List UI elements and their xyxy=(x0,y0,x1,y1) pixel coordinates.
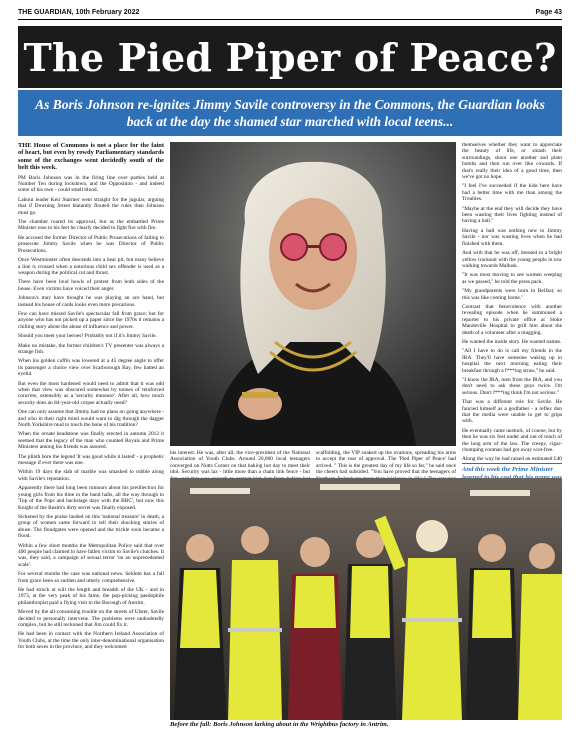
article-paragraph: Labour leader Keir Starmer went straight for the jugular, arguing that if Downing Street blatantly flouted the rules then Johnson must go. xyxy=(18,196,164,216)
column-4-body xyxy=(462,142,562,462)
article-paragraph: "It was most moving to see women weeping as we passed," he told the press pack. xyxy=(462,272,562,285)
column-2-text: his interest. He was, after all, the vice-president of the National Association of Youth Clubs. Around 20,000 local teenagers converged on Nutts Corner on that baking hot day to meet their idol. Security was lax - little more than a chain link fence - but xyxy=(170,450,310,476)
article-paragraph: Should you meet your heroes? Probably not if it's Jimmy Savile. xyxy=(18,333,157,340)
standfirst: As Boris Johnson re-ignites Jimmy Savile controversy in the Commons, the Guardian looks back at the day the shamed star marched with local teens... xyxy=(35,97,545,129)
article-paragraph: He accused the former Director of Public Prosecutions of failing to prosecute Jimmy Savile when he was Director of Public Prosecutions. xyxy=(18,234,164,254)
standfirst-band xyxy=(18,90,562,136)
page-number: Page 43 xyxy=(535,8,562,16)
article-paragraph: Along the way he had raised an estimated £40 xyxy=(462,456,562,462)
publication-date: THE GUARDIAN, 10th February 2022 xyxy=(18,8,140,16)
article-paragraph: "Maybe at the end they will decide they have been wasting their lives fighting instead of having a ball." xyxy=(462,205,562,225)
article-paragraph: PM Boris Johnson was in the firing line over parties held at Number Ten during lockdown, and the Opposition - and indeed some of his own - could smell blood. xyxy=(18,174,164,194)
article-column-4 xyxy=(462,142,562,462)
article-paragraph: And with that he was off, dressed in a bright yellow tracksuit with the young people in tow walking towards Mallusk. xyxy=(462,250,562,269)
article-paragraph: Within a few short months the Metropolitan Police said that over 400 people had claimed to have fallen victim to Savile's clutches. It was, they said, a campaign of sexual terror 'on an unprecedented scale'. xyxy=(18,542,164,568)
article-paragraph: The plinth bore the legend 'It was good while it lasted' - a prophetic message if ever there was one. xyxy=(18,453,164,467)
headline: The Pied Piper of Peace? xyxy=(23,34,557,80)
article-paragraph: When his golden coffin was lowered at a 45 degree angle to offer its passenger a choice view over Scarborough Bay, few batted an eyelid. xyxy=(18,358,164,378)
headline-band xyxy=(18,26,562,88)
article-paragraph: He eventually came unstuck, of course, but by then he was six feet under and out of reach of the long arm of the law. The creepy, cigar-chomping conman had got away scot-free. xyxy=(462,427,562,454)
masthead-rule xyxy=(18,19,562,20)
article-paragraph: Contrast that benevolence with another revealing episode when he summoned a reporter to his private office at Stoke Mandeville Hospital to grill him about the death of a volunteer after a mugging. xyxy=(462,303,562,336)
article-paragraph: But even the most hardened would need to admit that it was odd when that view was obscured somewhat by tonnes of reinforced concrete, ostensibly as a 'security measure'. After all, how much security does an 84-year-old corpse actually need? xyxy=(18,380,164,406)
article-column-1 xyxy=(18,142,164,728)
masthead xyxy=(18,6,562,18)
article-paragraph: He had struck at will the length and breadth of the UK - and in 1973, at the very peak of his fame, the pop-picking paedophile philanthropist paid a flying visit to the Borough of Antrim. xyxy=(18,586,164,606)
article-paragraph: Few can have missed Savile's spectacular fall from grace; but for anyone who has not picked up a paper since the 1970s it remains a chilling story about the abuse of influence and power. xyxy=(18,310,164,330)
article-paragraph: "I know the IRA, men from the IRA, and you don't need to ask these guys twice. I'm serious. Don't f***ing think I'm not serious." xyxy=(462,377,562,396)
article-paragraph: "I feel I've succeeded if the kids here have had a better time with me than among the Troubles. xyxy=(462,183,562,203)
article-paragraph: He wanted the inside story. He wanted names. xyxy=(462,338,562,345)
savile-portrait-illustration xyxy=(170,142,456,446)
column-1-body xyxy=(18,175,164,651)
photo-caption: Before the fall: Boris Johnson larking about in the Wrightbus factory in Antrim. xyxy=(170,721,389,728)
pullquote-rule xyxy=(462,463,562,464)
article-paragraph: For several months the case was national news. Seldom has a fall from grace been so sudden and utterly comprehensive. xyxy=(18,571,164,584)
article-paragraph: That was a different role for Savile. He fancied himself as a godfather - a reflex don that the media were unable to get to grips with. xyxy=(462,399,562,425)
article-paragraph: Make no mistake, the former children's TV presenter was always a strange fish. xyxy=(18,342,164,355)
column-3-text: scaffolding, the VIP soaked up the ovations, spreading his arms to accept the roar of approval. The 'Pied Piper of Peace' had arrived. " This is the greatest day of my life so far," he said once the cheers had subsided. "You have proved that the teenagers of xyxy=(316,450,456,476)
article-paragraph: Apparently there had long been rumours about his predilection for young girls from his time in the band halls, all the way through to 'Top of the Pops and backstage days with the BBC', but now this Knight of the Realm's dirty secret was finally exposed. xyxy=(18,485,164,511)
article-paragraph: One can only assume that Jimmy had no plans on going anywhere - and who in their right mind would want to dig through the dagger North Yorkshire mud to touch the bone of his tradition? xyxy=(18,409,164,429)
article-paragraph: Moved by the all-consuming trouble on the streets of Ulster, Savile decided to personally intervene. The problems were undoubtedly complex, but he still reckoned that Jim could fix it. xyxy=(18,609,164,628)
boris-johnson-photo xyxy=(170,478,562,720)
article-paragraph: The chamber roared its approval, but as the embattled Prime Minister rose to his feet he clearly decided to fight fire with fire. xyxy=(18,219,164,232)
article-paragraph: When the ornate headstone was finally erected in autumn 2012 it seemed that the legacy of the man who counted Royals and Prime Ministers among his friends was assured. xyxy=(18,431,164,451)
article-paragraph: He had been in contact with the Northern Ireland Association of Youth Clubs, at the time the only inter-denominational organisation for both sexes in the province, and they welcomed xyxy=(18,631,164,651)
pullquote: And this week the Prime Minister xyxy=(462,466,554,473)
article-lead: THE House of Commons is not a place for the faint of heart, but even by rowdy Parliamentary standards some of the exchanges went decidedly south of the belt this week. xyxy=(18,142,164,172)
article-paragraph: "All I have to do is call my friends in the IRA. They'll have someone waking up in hospital the next morning eating their breakfast through a f***ing straw," he said. xyxy=(462,348,562,374)
article-paragraph: There have been loud howls of protest from both sides of the house. Even victims have voiced their anger. xyxy=(18,279,164,292)
factory-visit-illustration xyxy=(170,478,562,720)
article-paragraph: Having a ball was nothing new to Jimmy Savile - nor was wasting lives when he had finished with them. xyxy=(462,227,562,247)
article-paragraph: Sickened by the praise lauded on this 'national treasure' in death, a group of women came forward to tell their shocking stories of abuse. The floodgates were opened and the trickle soon became a flood. xyxy=(18,513,164,540)
article-paragraph: themselves whether they want to appreciate the beauty of life, or smash their surroundings, shoot one another and plant bombs and then run over like cowards. If that's really their idea of a good time, then we've got no hope. xyxy=(462,142,562,181)
article-paragraph: Within 19 days the slab of marble was smashed to rubble along with Savile's reputation. xyxy=(18,469,164,482)
article-paragraph: Johnson's may have thought he was playing an ace hand, but instead his house of cards looks even more precarious. xyxy=(18,295,164,308)
jimmy-savile-photo xyxy=(170,142,456,446)
article-paragraph: "My grandparents were born in Belfast, so this was like coming home." xyxy=(462,288,562,301)
article-paragraph: Once Westminster often descends into a bear pit, but many believe a line is crossed when a notorious child sex offender is used as a weapon during the political cut and thrust. xyxy=(18,257,164,276)
